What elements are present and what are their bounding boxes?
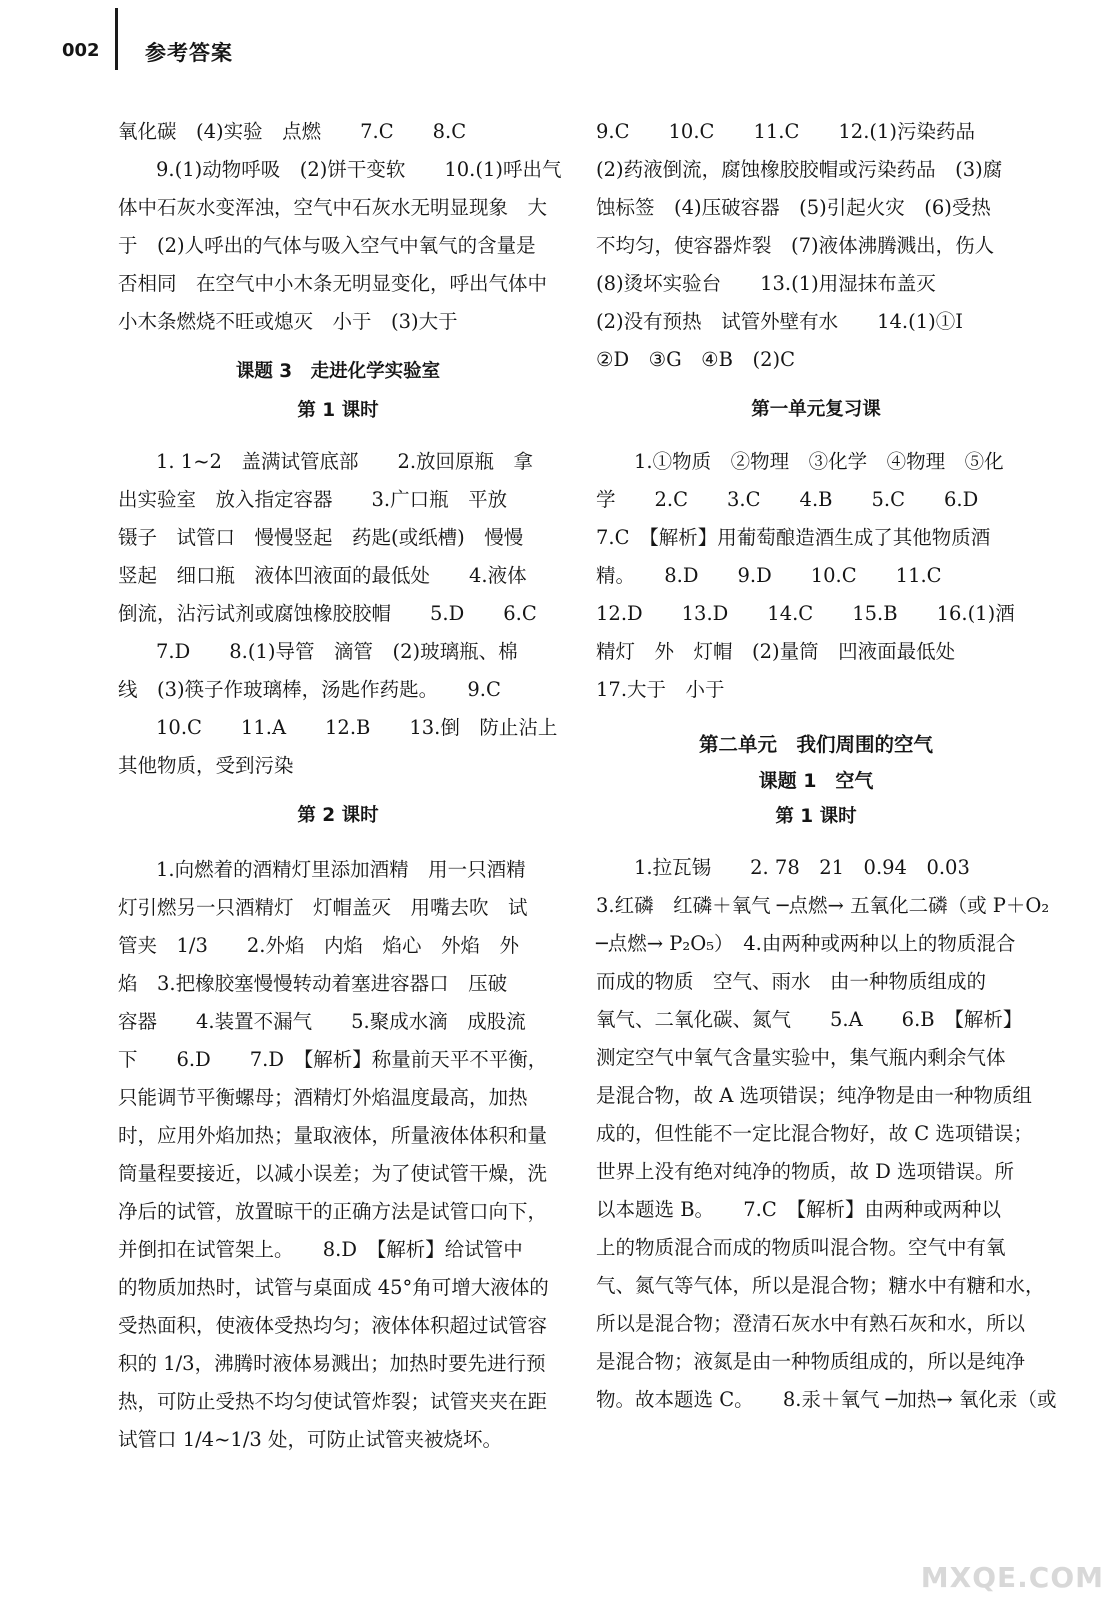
text-line: 下 6.D 7.D 【解析】称量前天平不平衡， <box>118 1048 548 1071</box>
text-line: 体中石灰水变浑浊，空气中石灰水无明显现象 大 <box>118 196 548 219</box>
watermark: MXQE.COM <box>920 1561 1104 1594</box>
text-line: 倒流，沾污试剂或腐蚀橡胶胶帽 5.D 6.C <box>118 602 537 625</box>
text-line: 的物质加热时，试管与桌面成 45°角可增大液体的 <box>118 1276 549 1299</box>
text-line: 7.D 8.(1)导管 滴管 (2)玻璃瓶、棉 <box>156 640 518 663</box>
left-column <box>118 113 562 1459</box>
text-line: 出实验室 放入指定容器 3.广口瓶 平放 <box>118 488 508 511</box>
text-line: 其他物质，受到污染 <box>118 754 294 777</box>
text-line: 1. 1~2 盖满试管底部 2.放回原瓶 拿 <box>156 450 534 473</box>
lesson-title: 第 1 课时 <box>775 806 857 827</box>
text-line: 氧化碳 (4)实验 点燃 7.C 8.C <box>118 120 467 143</box>
lesson-title: 第 2 课时 <box>297 805 379 826</box>
section-title: 课题 1 空气 <box>758 770 874 792</box>
section-title: 第一单元复习课 <box>751 399 881 420</box>
text-line: 10.C 11.A 12.B 13.倒 防止沾上 <box>156 716 558 739</box>
text-line: 12.D 13.D 14.C 15.B 16.(1)酒 <box>596 602 1015 625</box>
text-line: 只能调节平衡螺母；酒精灯外焰温度最高，加热 <box>118 1086 528 1109</box>
text-line: 9.(1)动物呼吸 (2)饼干变软 10.(1)呼出气 <box>156 158 562 181</box>
text-line: 镊子 试管口 慢慢竖起 药匙(或纸槽) 慢慢 <box>118 526 524 549</box>
text-line: 成的，但性能不一定比混合物好，故 C 选项错误； <box>596 1122 1033 1145</box>
text-line: (8)烫坏实验台 13.(1)用湿抹布盖灭 <box>596 272 936 295</box>
text-line: 焰 3.把橡胶塞慢慢转动着塞进容器口 压破 <box>118 972 508 995</box>
text-line: 小木条燃烧不旺或熄灭 小于 (3)大于 <box>118 310 458 333</box>
text-line: 氧气、二氧化碳、氮气 5.A 6.B 【解析】 <box>596 1008 1023 1031</box>
text-line: 9.C 10.C 11.C 12.(1)污染药品 <box>596 120 976 143</box>
header-title: 参考答案 <box>145 41 233 65</box>
text-line: 学 2.C 3.C 4.B 5.C 6.D <box>596 488 979 511</box>
text-line: 1.向燃着的酒精灯里添加酒精 用一只酒精 <box>156 858 526 881</box>
text-line: (2)没有预热 试管外壁有水 14.(1)①I <box>596 310 963 333</box>
text-line: 3.红磷 红磷＋氧气 ─点燃→ 五氧化二磷（或 P＋O₂ <box>596 894 1050 917</box>
text-line: 上的物质混合而成的物质叫混合物。空气中有氧 <box>596 1236 1006 1259</box>
text-line: 测定空气中氧气含量实验中，集气瓶内剩余气体 <box>596 1046 1006 1069</box>
text-line: 否相同 在空气中小木条无明显变化，呼出气体中 <box>118 272 548 295</box>
text-line: 气、氮气等气体，所以是混合物；糖水中有糖和水， <box>596 1274 1045 1297</box>
text-line: 筒量程要接近，以减小误差；为了使试管干燥，洗 <box>118 1162 548 1185</box>
text-line: 容器 4.装置不漏气 5.聚成水滴 成股流 <box>118 1010 526 1033</box>
text-line: 精灯 外 灯帽 (2)量筒 凹液面最低处 <box>596 640 956 663</box>
text-line: 以本题选 B。 7.C 【解析】由两种或两种以 <box>596 1198 1002 1221</box>
text-line: 7.C 【解析】用葡萄酿造酒生成了其他物质酒 <box>596 526 991 549</box>
text-line: 净后的试管，放置晾干的正确方法是试管口向下， <box>118 1200 548 1223</box>
text-line: 于 (2)人呼出的气体与吸入空气中氧气的含量是 <box>118 234 536 257</box>
text-line: 热，可防止受热不均匀使试管炸裂；试管夹夹在距 <box>118 1390 548 1413</box>
spacer <box>596 431 1036 443</box>
text-line: 线 (3)筷子作玻璃棒，汤匙作药匙。 9.C <box>118 678 501 701</box>
text-line: 试管口 1/4~1/3 处，可防止试管夹被烧坏。 <box>118 1428 503 1451</box>
unit-title: 第二单元 我们周围的空气 <box>698 733 933 756</box>
text-line: 灯引燃另一只酒精灯 灯帽盖灭 用嘴去吹 试 <box>118 896 528 919</box>
text-line: 精。 8.D 9.D 10.C 11.C <box>596 564 942 587</box>
text-line: 不均匀，使容器炸裂 (7)液体沸腾溅出，伤人 <box>596 234 995 257</box>
text-line: 物。故本题选 C。 8.汞＋氧气 ─加热→ 氧化汞（或 <box>596 1388 1057 1411</box>
section-title: 课题 3 走进化学实验室 <box>235 361 441 382</box>
text-line: 并倒扣在试管架上。 8.D 【解析】给试管中 <box>118 1238 523 1261</box>
lesson-title: 第 1 课时 <box>297 400 379 421</box>
text-line: 是混合物，故 A 选项错误；纯净物是由一种物质组 <box>596 1084 1032 1107</box>
text-line: (2)药液倒流，腐蚀橡胶胶帽或污染药品 (3)腐 <box>596 158 1003 181</box>
text-line: 时，应用外焰加热；量取液体，所量液体体积和量 <box>118 1124 548 1147</box>
text-line: 积的 1/3，沸腾时液体易溅出；加热时要先进行预 <box>118 1352 546 1375</box>
spacer <box>118 837 558 851</box>
text-line: 世界上没有绝对纯净的物质，故 D 选项错误。所 <box>596 1160 1015 1183</box>
text-line: ─点燃→ P₂O₅） 4.由两种或两种以上的物质混合 <box>596 932 1016 955</box>
text-line: 所以是混合物；澄清石灰水中有熟石灰和水，所以 <box>596 1312 1026 1335</box>
text-line: 1.拉瓦锡 2. 78 21 0.94 0.03 <box>634 856 970 879</box>
text-line: 17.大于 小于 <box>596 678 725 701</box>
text-line: 蚀标签 (4)压破容器 (5)引起火灾 (6)受热 <box>596 196 991 219</box>
text-line: 是混合物；液氮是由一种物质组成的，所以是纯净 <box>596 1350 1026 1373</box>
page-number: 002 <box>62 40 100 61</box>
text-line: 而成的物质 空气、雨水 由一种物质组成的 <box>596 970 987 993</box>
text-line: ②D ③G ④B (2)C <box>596 348 796 371</box>
text-line: 管夹 1/3 2.外焰 内焰 焰心 外焰 外 <box>118 934 519 957</box>
text-line: 竖起 细口瓶 液体凹液面的最低处 4.液体 <box>118 564 527 587</box>
text-line: 受热面积，使液体受热均匀；液体体积超过试管容 <box>118 1314 548 1337</box>
header-rule <box>115 8 118 70</box>
text-line: 1.①物质 ②物理 ③化学 ④物理 ⑤化 <box>634 450 1004 473</box>
right-column <box>596 113 1057 1419</box>
